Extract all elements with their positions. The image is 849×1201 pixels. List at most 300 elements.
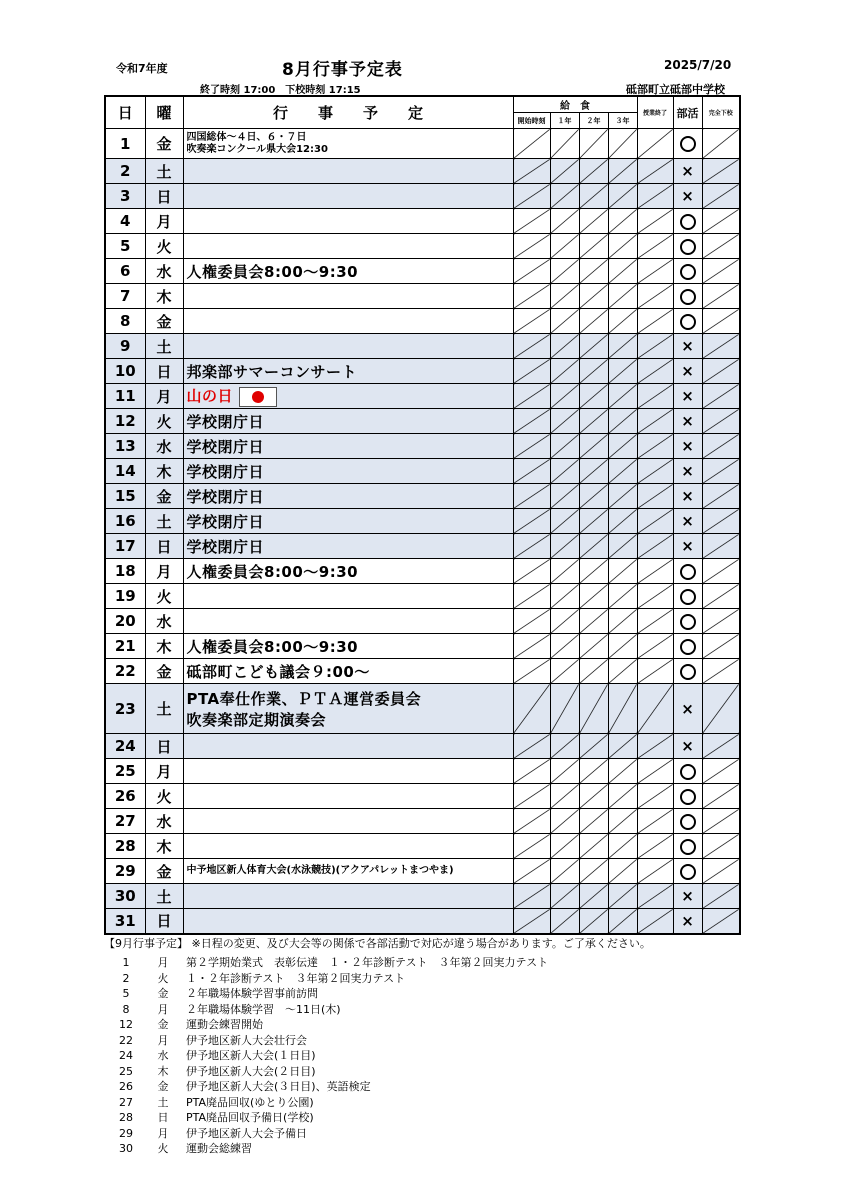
day-cell: 9 [105, 334, 145, 359]
list-item [112, 1141, 548, 1157]
september-event: 伊予地区新人大会予備日 [186, 1126, 307, 1140]
september-day: 29 [119, 1126, 133, 1140]
day-cell: 13 [105, 434, 145, 459]
cross-mark-icon: × [681, 911, 694, 930]
day-cell: 3 [105, 184, 145, 209]
full-dismissal-cell [702, 159, 740, 184]
class-end-cell [637, 784, 673, 809]
table-row [105, 609, 740, 634]
weekday-cell: 木 [145, 834, 183, 859]
day-cell: 25 [105, 759, 145, 784]
grade3-lunch-cell [608, 409, 637, 434]
grade1-lunch-cell [550, 559, 579, 584]
cross-mark-icon: × [681, 187, 694, 205]
lunch-start-cell [513, 459, 550, 484]
day-cell: 19 [105, 584, 145, 609]
club-activity-cell [673, 534, 702, 559]
day-cell: 7 [105, 284, 145, 309]
event-text: 学校閉庁日 [186, 462, 265, 481]
lunch-start-cell [513, 634, 550, 659]
event-text: 四国総体～４日、６・７日 [186, 131, 307, 143]
full-dismissal-cell [702, 434, 740, 459]
grade2-lunch-cell [579, 509, 608, 534]
september-day: 1 [122, 956, 130, 969]
grade1-lunch-cell [550, 184, 579, 209]
cross-mark-icon: × [681, 512, 694, 530]
lunch-start-cell [513, 559, 550, 584]
weekday-cell: 土 [145, 159, 183, 184]
cross-mark-icon: × [681, 362, 694, 380]
club-activity-cell [673, 159, 702, 184]
weekday-cell: 土 [145, 509, 183, 534]
club-activity-cell [673, 459, 702, 484]
lunch-start-cell [513, 334, 550, 359]
grade2-lunch-cell [579, 559, 608, 584]
september-day: 27 [119, 1095, 133, 1109]
grade3-lunch-cell [608, 359, 637, 384]
full-dismissal-cell [702, 509, 740, 534]
lunch-start-cell [513, 409, 550, 434]
circle-mark-icon [680, 864, 696, 880]
grade1-lunch-cell [550, 534, 579, 559]
cross-mark-icon: × [681, 412, 694, 430]
header-full-dismissal: 完全下校 [702, 96, 740, 129]
full-dismissal-cell [702, 834, 740, 859]
class-end-cell [637, 234, 673, 259]
september-event: ２年職場体験学習 ～11日(木) [186, 1002, 341, 1016]
lunch-start-cell [513, 184, 550, 209]
header-grade3: ３年 [608, 113, 637, 129]
club-activity-cell [673, 434, 702, 459]
grade3-lunch-cell [608, 859, 637, 884]
september-weekday: 水 [157, 1049, 169, 1062]
grade2-lunch-cell [579, 434, 608, 459]
grade1-lunch-cell [550, 634, 579, 659]
event-cell [183, 484, 513, 509]
lunch-start-cell [513, 359, 550, 384]
grade2-lunch-cell [579, 909, 608, 934]
grade3-lunch-cell [608, 284, 637, 309]
full-dismissal-cell [702, 129, 740, 159]
event-text: 人権委員会8:00～9:30 [186, 262, 359, 281]
event-cell [183, 384, 513, 409]
event-cell [183, 534, 513, 559]
grade1-lunch-cell [550, 734, 579, 759]
lunch-start-cell [513, 509, 550, 534]
event-text: 学校閉庁日 [186, 487, 265, 506]
september-weekday: 月 [157, 956, 169, 969]
weekday-cell: 月 [145, 384, 183, 409]
event-cell [183, 909, 513, 934]
weekday-cell: 火 [145, 784, 183, 809]
table-row [105, 359, 740, 384]
weekday-cell: 金 [145, 659, 183, 684]
table-row [105, 234, 740, 259]
table-row [105, 334, 740, 359]
weekday-cell: 火 [145, 584, 183, 609]
september-weekday: 土 [157, 1095, 169, 1109]
lunch-start-cell [513, 734, 550, 759]
lunch-start-cell [513, 234, 550, 259]
september-day: 30 [119, 1142, 133, 1155]
day-cell: 24 [105, 734, 145, 759]
table-row [105, 384, 740, 409]
table-row [105, 659, 740, 684]
table-row [105, 684, 740, 734]
circle-mark-icon [680, 664, 696, 680]
grade3-lunch-cell [608, 734, 637, 759]
class-end-cell [637, 809, 673, 834]
grade1-lunch-cell [550, 684, 579, 734]
class-end-cell [637, 409, 673, 434]
cross-mark-icon: × [681, 462, 694, 480]
event-cell [183, 334, 513, 359]
cross-mark-icon: × [681, 337, 694, 355]
event-text-line2: 吹奏楽部定期演奏会 [186, 710, 327, 729]
full-dismissal-cell [702, 884, 740, 909]
table-row [105, 259, 740, 284]
table-row [105, 209, 740, 234]
day-cell: 23 [105, 684, 145, 734]
grade2-lunch-cell [579, 534, 608, 559]
grade1-lunch-cell [550, 809, 579, 834]
day-cell: 16 [105, 509, 145, 534]
grade2-lunch-cell [579, 834, 608, 859]
weekday-cell: 金 [145, 484, 183, 509]
grade3-lunch-cell [608, 209, 637, 234]
grade2-lunch-cell [579, 609, 608, 634]
class-end-cell [637, 834, 673, 859]
lunch-start-cell [513, 684, 550, 734]
club-activity-cell [673, 634, 702, 659]
class-end-cell [637, 184, 673, 209]
grade1-lunch-cell [550, 434, 579, 459]
day-cell: 1 [105, 129, 145, 159]
club-activity-cell [673, 284, 702, 309]
weekday-cell: 木 [145, 284, 183, 309]
cross-mark-icon: × [681, 437, 694, 455]
grade1-lunch-cell [550, 784, 579, 809]
club-activity-cell [673, 559, 702, 584]
club-activity-cell [673, 509, 702, 534]
full-dismissal-cell [702, 809, 740, 834]
grade1-lunch-cell [550, 909, 579, 934]
day-cell: 22 [105, 659, 145, 684]
full-dismissal-cell [702, 234, 740, 259]
full-dismissal-cell [702, 259, 740, 284]
event-cell [183, 584, 513, 609]
event-cell [183, 809, 513, 834]
weekday-cell: 水 [145, 434, 183, 459]
lunch-start-cell [513, 834, 550, 859]
club-activity-cell [673, 384, 702, 409]
september-event: 伊予地区新人大会壮行会 [186, 1033, 307, 1047]
grade2-lunch-cell [579, 384, 608, 409]
grade3-lunch-cell [608, 234, 637, 259]
lunch-start-cell [513, 259, 550, 284]
grade2-lunch-cell [579, 734, 608, 759]
weekday-cell: 月 [145, 559, 183, 584]
event-cell [183, 684, 513, 734]
full-dismissal-cell [702, 784, 740, 809]
table-row [105, 834, 740, 859]
event-text: 学校閉庁日 [186, 537, 265, 556]
day-cell: 8 [105, 309, 145, 334]
september-weekday: 月 [157, 1002, 169, 1016]
september-weekday: 月 [157, 1126, 169, 1140]
grade1-lunch-cell [550, 284, 579, 309]
event-cell [183, 284, 513, 309]
table-row [105, 584, 740, 609]
event-cell [183, 884, 513, 909]
grade2-lunch-cell [579, 459, 608, 484]
event-text: 人権委員会8:00～9:30 [186, 562, 359, 581]
event-cell [183, 434, 513, 459]
class-end-cell [637, 659, 673, 684]
grade2-lunch-cell [579, 309, 608, 334]
header-weekday: 曜 [145, 96, 183, 129]
table-row [105, 434, 740, 459]
list-item [112, 1048, 548, 1064]
class-end-cell [637, 734, 673, 759]
grade2-lunch-cell [579, 359, 608, 384]
grade2-lunch-cell [579, 334, 608, 359]
table-row [105, 129, 740, 159]
event-cell [183, 309, 513, 334]
print-date: 2025/7/20 [664, 58, 732, 72]
circle-mark-icon [680, 764, 696, 780]
class-end-cell [637, 484, 673, 509]
weekday-cell: 水 [145, 609, 183, 634]
japan-flag-icon [239, 387, 277, 407]
class-end-cell [637, 284, 673, 309]
grade1-lunch-cell [550, 859, 579, 884]
grade3-lunch-cell [608, 184, 637, 209]
event-cell [183, 409, 513, 434]
class-end-cell [637, 609, 673, 634]
grade1-lunch-cell [550, 459, 579, 484]
september-weekday: 月 [157, 1033, 169, 1047]
grade2-lunch-cell [579, 784, 608, 809]
grade2-lunch-cell [579, 584, 608, 609]
grade3-lunch-cell [608, 384, 637, 409]
cross-mark-icon: × [681, 537, 694, 555]
list-item [112, 1064, 548, 1080]
header-lunch: 給 食 [513, 96, 637, 113]
circle-mark-icon [680, 789, 696, 805]
cross-mark-icon: × [681, 699, 694, 718]
grade3-lunch-cell [608, 759, 637, 784]
day-cell: 20 [105, 609, 145, 634]
table-row [105, 309, 740, 334]
list-item [112, 1126, 548, 1142]
list-item [112, 971, 548, 987]
class-end-cell [637, 509, 673, 534]
grade1-lunch-cell [550, 384, 579, 409]
class-end-cell [637, 334, 673, 359]
class-end-cell [637, 459, 673, 484]
weekday-cell: 土 [145, 884, 183, 909]
club-activity-cell [673, 359, 702, 384]
september-event: 第２学期始業式 表彰伝達 １・２年診断テスト ３年第２回実力テスト [186, 956, 549, 969]
circle-mark-icon [680, 239, 696, 255]
class-end-cell [637, 534, 673, 559]
circle-mark-icon [680, 589, 696, 605]
weekday-cell: 日 [145, 734, 183, 759]
grade3-lunch-cell [608, 129, 637, 159]
grade1-lunch-cell [550, 609, 579, 634]
event-text: 中予地区新人体育大会(水泳競技)(アクアパレットまつやま) [186, 865, 454, 876]
grade3-lunch-cell [608, 609, 637, 634]
lunch-start-cell [513, 584, 550, 609]
event-cell [183, 234, 513, 259]
header-grade1: １年 [550, 113, 579, 129]
grade1-lunch-cell [550, 334, 579, 359]
lunch-start-cell [513, 484, 550, 509]
class-end-cell [637, 434, 673, 459]
weekday-cell: 日 [145, 184, 183, 209]
full-dismissal-cell [702, 909, 740, 934]
class-end-cell [637, 859, 673, 884]
club-activity-cell [673, 409, 702, 434]
grade1-lunch-cell [550, 884, 579, 909]
header-lunch-start: 開始時刻 [513, 113, 550, 129]
club-activity-cell [673, 209, 702, 234]
table-row [105, 809, 740, 834]
september-weekday: 金 [157, 1080, 169, 1093]
weekday-cell: 木 [145, 634, 183, 659]
weekday-cell: 日 [145, 909, 183, 934]
august-schedule-table [104, 95, 741, 935]
september-day: 5 [122, 987, 130, 1000]
september-event: ２年職場体験学習事前訪問 [186, 987, 318, 1000]
club-activity-cell [673, 809, 702, 834]
weekday-cell: 土 [145, 334, 183, 359]
grade1-lunch-cell [550, 409, 579, 434]
cross-mark-icon: × [681, 887, 694, 905]
club-activity-cell [673, 234, 702, 259]
grade3-lunch-cell [608, 459, 637, 484]
september-event-list [112, 955, 548, 1157]
september-day: 8 [122, 1002, 130, 1016]
weekday-cell: 木 [145, 459, 183, 484]
grade2-lunch-cell [579, 759, 608, 784]
lunch-start-cell [513, 909, 550, 934]
list-item [112, 1002, 548, 1018]
full-dismissal-cell [702, 684, 740, 734]
grade1-lunch-cell [550, 234, 579, 259]
grade1-lunch-cell [550, 159, 579, 184]
weekday-cell: 金 [145, 859, 183, 884]
full-dismissal-cell [702, 359, 740, 384]
lunch-start-cell [513, 809, 550, 834]
grade2-lunch-cell [579, 809, 608, 834]
grade1-lunch-cell [550, 484, 579, 509]
grade2-lunch-cell [579, 409, 608, 434]
day-cell: 14 [105, 459, 145, 484]
event-cell [183, 834, 513, 859]
table-row [105, 909, 740, 934]
list-item [112, 1095, 548, 1111]
header-class-end: 授業終了 [637, 96, 673, 129]
event-cell [183, 609, 513, 634]
event-cell [183, 459, 513, 484]
event-text: 学校閉庁日 [186, 412, 265, 431]
dismissal-hours: 終了時刻 17:00 下校時刻 17:15 [200, 85, 361, 96]
event-cell [183, 859, 513, 884]
grade2-lunch-cell [579, 159, 608, 184]
circle-mark-icon [680, 839, 696, 855]
table-row [105, 734, 740, 759]
september-weekday: 火 [157, 1142, 169, 1155]
class-end-cell [637, 209, 673, 234]
grade3-lunch-cell [608, 909, 637, 934]
header-grade2: ２年 [579, 113, 608, 129]
full-dismissal-cell [702, 309, 740, 334]
september-event: 伊予地区新人大会(２日目) [186, 1064, 316, 1078]
club-activity-cell [673, 484, 702, 509]
grade3-lunch-cell [608, 784, 637, 809]
weekday-cell: 水 [145, 809, 183, 834]
event-cell [183, 659, 513, 684]
lunch-start-cell [513, 859, 550, 884]
grade2-lunch-cell [579, 234, 608, 259]
table-row [105, 159, 740, 184]
lunch-start-cell [513, 309, 550, 334]
weekday-cell: 火 [145, 409, 183, 434]
full-dismissal-cell [702, 409, 740, 434]
list-item [112, 986, 548, 1002]
full-dismissal-cell [702, 184, 740, 209]
class-end-cell [637, 634, 673, 659]
table-row [105, 859, 740, 884]
grade2-lunch-cell [579, 859, 608, 884]
day-cell: 5 [105, 234, 145, 259]
club-activity-cell [673, 259, 702, 284]
september-day: 25 [119, 1064, 133, 1078]
grade3-lunch-cell [608, 809, 637, 834]
class-end-cell [637, 384, 673, 409]
event-cell [183, 159, 513, 184]
grade2-lunch-cell [579, 129, 608, 159]
event-cell [183, 784, 513, 809]
club-activity-cell [673, 909, 702, 934]
grade3-lunch-cell [608, 159, 637, 184]
club-activity-cell [673, 734, 702, 759]
event-cell [183, 559, 513, 584]
september-event: 運動会総練習 [186, 1142, 252, 1155]
event-text: 学校閉庁日 [186, 512, 265, 531]
grade2-lunch-cell [579, 484, 608, 509]
event-cell [183, 209, 513, 234]
grade1-lunch-cell [550, 129, 579, 159]
class-end-cell [637, 884, 673, 909]
lunch-start-cell [513, 534, 550, 559]
grade3-lunch-cell [608, 509, 637, 534]
table-row [105, 884, 740, 909]
grade3-lunch-cell [608, 334, 637, 359]
circle-mark-icon [680, 639, 696, 655]
full-dismissal-cell [702, 634, 740, 659]
day-cell: 12 [105, 409, 145, 434]
table-row [105, 184, 740, 209]
class-end-cell [637, 259, 673, 284]
grade3-lunch-cell [608, 309, 637, 334]
september-event: PTA廃品回収(ゆとり公園) [186, 1095, 314, 1109]
event-text-line2: 吹奏楽コンクール県大会12:30 [186, 143, 328, 155]
full-dismissal-cell [702, 334, 740, 359]
day-cell: 18 [105, 559, 145, 584]
